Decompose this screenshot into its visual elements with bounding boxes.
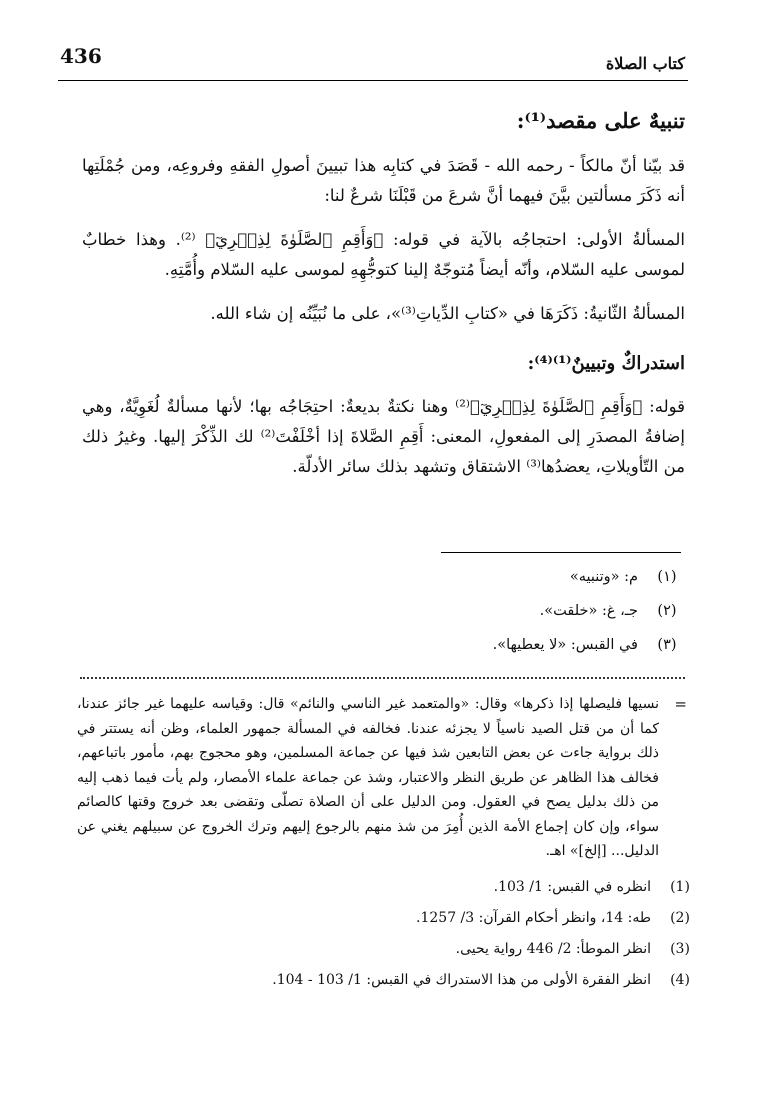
footnote xyxy=(83,903,693,934)
footnote-text: طه: 14، وانظر أحكام القرآن: 3/ 1257. xyxy=(416,910,651,926)
footnote-number: (1) xyxy=(670,879,690,895)
continuation-mark: = xyxy=(674,695,687,713)
paragraph: قد بيّنا أنّ مالكاً - رحمه الله - قَصَدَ في كتابِه هذا تبيينَ أصولِ الفقهِ وفروعِه، ومن جُمْلَتِها أنه ذَكَرَ مسألتين بيَّنَ فيهما أنَّ شرعَ من قَبْلَنَا شرعٌ لنا: xyxy=(82,156,685,205)
main-text xyxy=(82,108,685,496)
footnote xyxy=(83,934,693,965)
page-number: 436 xyxy=(60,44,102,68)
continued-footnote xyxy=(77,692,687,864)
footnote xyxy=(120,560,680,594)
footnote-rule xyxy=(441,552,681,553)
footnote-number: (4) xyxy=(670,972,690,988)
header-rule xyxy=(58,80,688,81)
footnote-text: انظر الفقرة الأولى من هذا الاستدراك في القبس: 1/ 103 - 104. xyxy=(272,972,651,988)
footnote-list-2 xyxy=(83,872,693,996)
footnote-number: (٣) xyxy=(657,637,677,653)
paragraph: المسألةُ الأولى: احتجاجُه بالآية في قوله: ﴿وَأَقِمِ ٱلصَّلَوٰةَ لِذِكۡرِيٓ﴾ ⁽²⁾. وهذا خطابٌ لموسى عليه السّلام، وأنّه أيضاً مُتوجّهٌ إلينا كتوجُّهِهِ لموسى عليه السّلام وأُمَّتِهِ. xyxy=(82,230,685,279)
footnote-text: انظره في القبس: 1/ 103. xyxy=(493,879,651,895)
footnote-number: (١) xyxy=(657,569,677,585)
section-heading: استدراكٌ وتبيينٌ⁽¹⁾⁽⁴⁾: xyxy=(527,353,685,374)
section-heading: تنبيهٌ على مقصد⁽¹⁾: xyxy=(516,108,685,133)
footnote-text: في القبس: «لا يعطيها». xyxy=(492,637,638,653)
dotted-separator xyxy=(80,677,685,679)
paragraph: المسألةُ الثّانيةُ: ذَكَرَهَا في «كتابِ الدِّياتِ⁽³⁾»، على ما نُبَيِّنُه إن شاء الله. xyxy=(210,304,685,323)
running-title: كتاب الصلاة xyxy=(605,54,685,73)
continued-footnote-text: نسيها فليصلها إذا ذكرها» وقال: «والمتعمد غير الناسي والنائم» قال: وقياسه عليهما غير جائز عندنا، كما أن من قتل الصيد ناسياً لا يجزئه عندنا. فخالفه في المسألة جمهور العلماء، وظن أنه يستتر في ذلك برواية جاءت عن بعض التابعين شذ فيها عن جماعة المسلمين، وهو محجوج بهم، مأمور باتباعهم، فخالف هذا الظاهر عن طريق النظر والاعتبار، وشذ عن جماعة علماء الأمصار، ولم يأت فيما ذهب إليه من ذلك بدليل يصح في العقول. ومن الدليل على أن الصلاة تصلّى وتقضى بعد خروج وقتها كالصائم سواء، وإن كان إجماع الأمة الذين أُمِرَ من شذ منهم بالرجوع إليهم وترك الخروج عن سبيلهم يغني عن الدليل... [إلخ]» اهـ. xyxy=(77,696,659,859)
footnote-number: (3) xyxy=(670,941,690,957)
footnote xyxy=(83,965,693,996)
footnote xyxy=(83,872,693,903)
footnote-text: انظر الموطأ: 2/ 446 رواية يحيى. xyxy=(455,941,651,957)
footnote-number: (2) xyxy=(670,910,690,926)
page-header xyxy=(60,44,685,80)
footnote-text: جـ، غ: «خلقت». xyxy=(539,603,638,619)
footnote-text: م: «وتنبيه» xyxy=(569,569,638,585)
footnote xyxy=(120,628,680,662)
footnote xyxy=(120,594,680,628)
paragraph: قوله: ﴿وَأَقِمِ ٱلصَّلَوٰةَ لِذِكۡرِيٓ﴾⁽²⁾ وهنا نكتةٌ بديعةٌ: احتِجَاجُه بها؛ لأنها مسألةٌ لُغَوِيَّةٌ، وهي إضافةُ المصدَرِ إلى المفعولِ، المعنى: أَقِمِ الصَّلاةَ إذا أخْلَفْتَ⁽²⁾ لك الذِّكْرَ إليها. وغيرُ ذلك من التّأويلاتِ، يعضدُها⁽³⁾ الاشتقاق وتشهد بذلك سائر الأدلّة. xyxy=(82,397,686,476)
footnote-list xyxy=(120,560,680,662)
footnote-number: (٢) xyxy=(657,603,677,619)
